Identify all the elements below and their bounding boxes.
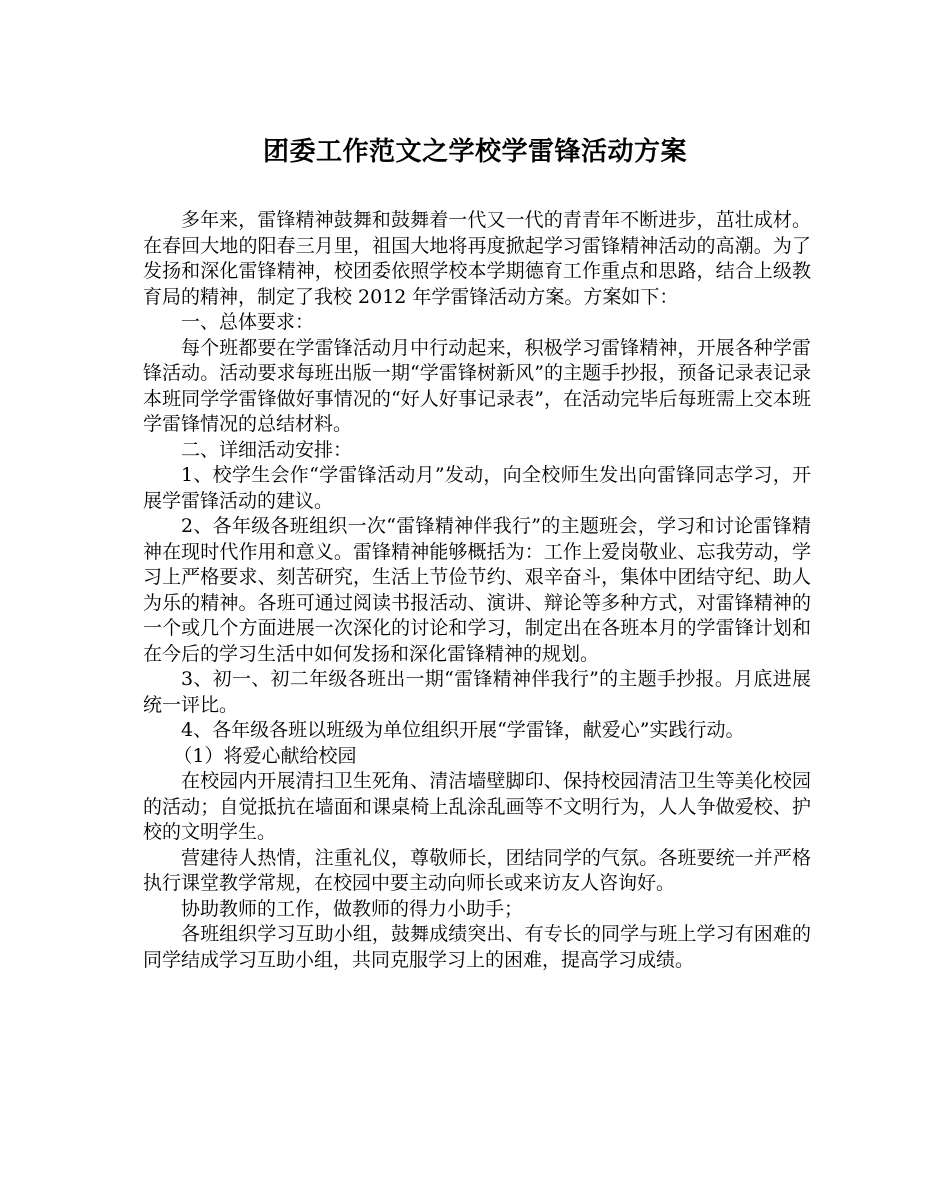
document-title: 团委工作范文之学校学雷锋活动方案 <box>262 137 687 167</box>
document-body <box>143 208 811 973</box>
paragraph-assist-teachers: 协助教师的工作，做教师的得力小助手； <box>181 897 524 920</box>
list-item-1: 1、校学生会作“学雷锋活动月”发动，向全校师生发出向雷锋同志学习，开展学雷锋活动的建议。 <box>143 464 811 512</box>
intro-paragraph: 多年来，雷锋精神鼓舞和鼓舞着一代又一代的青青年不断进步，茁壮成材。在春回大地的阳春三月里，祖国大地将再度掀起学习雷锋精神活动的高潮。为了发扬和深化雷锋精神，校团委依照学校本学期德育工作重点和思路，结合上级教育局的精神，制定了我校 2012 年学雷锋活动方案。方案如下： <box>143 209 811 308</box>
section-heading-activity-arrangement: 二、详细活动安排： <box>181 438 353 461</box>
list-item-3: 3、初一、初二年级各班出一期“雷锋精神伴我行”的主题手抄报。月底进展统一评比。 <box>143 668 811 716</box>
list-item-4: 4、各年级各班以班级为单位组织开展“学雷锋，献爱心”实践行动。 <box>181 719 745 741</box>
sub-item-1-heading: （1）将爱心献给校园 <box>173 744 357 767</box>
paragraph-general-requirements: 每个班都要在学雷锋活动月中行动起来，积极学习雷锋精神，开展各种学雷锋活动。活动要求每班出版一期“学雷锋树新风”的主题手抄报，预备记录表记录本班同学学雷锋做好事情况的“好人好事记录表”，在活动完毕后每班需上交本班学雷锋情况的总结材料。 <box>143 336 811 435</box>
list-item-2: 2、各年级各班组织一次“雷锋精神伴我行”的主题班会，学习和讨论雷锋精神在现时代作用和意义。雷锋精神能够概括为：工作上爱岗敬业、忘我劳动，学习上严格要求、刻苦研究，生活上节俭节约、艰辛奋斗，集体中团结守纪、助人为乐的精神。各班可通过阅读书报活动、演讲、辩论等多种方式，对雷锋精神的一个或几个方面进展一次深化的讨论和学习，制定出在各班本月的学雷锋计划和在今后的学习生活中如何发扬和深化雷锋精神的规划。 <box>143 515 811 665</box>
section-heading-general-requirements: 一、总体要求： <box>181 311 315 333</box>
paragraph-study-groups: 各班组织学习互助小组，鼓舞成绩突出、有专长的同学与班上学习有困难的同学结成学习互助小组，共同克服学习上的困难，提高学习成绩。 <box>143 923 811 971</box>
paragraph-etiquette: 营建待人热情，注重礼仪，尊敬师长，团结同学的气氛。各班要统一并严格执行课堂教学常规，在校园中要主动向师长或来访友人咨询好。 <box>143 846 811 894</box>
paragraph-campus-cleaning: 在校园内开展清扫卫生死角、清洁墙壁脚印、保持校园清洁卫生等美化校园的活动；自觉抵抗在墙面和课桌椅上乱涂乱画等不文明行为，人人争做爱校、护校的文明学生。 <box>143 770 811 843</box>
